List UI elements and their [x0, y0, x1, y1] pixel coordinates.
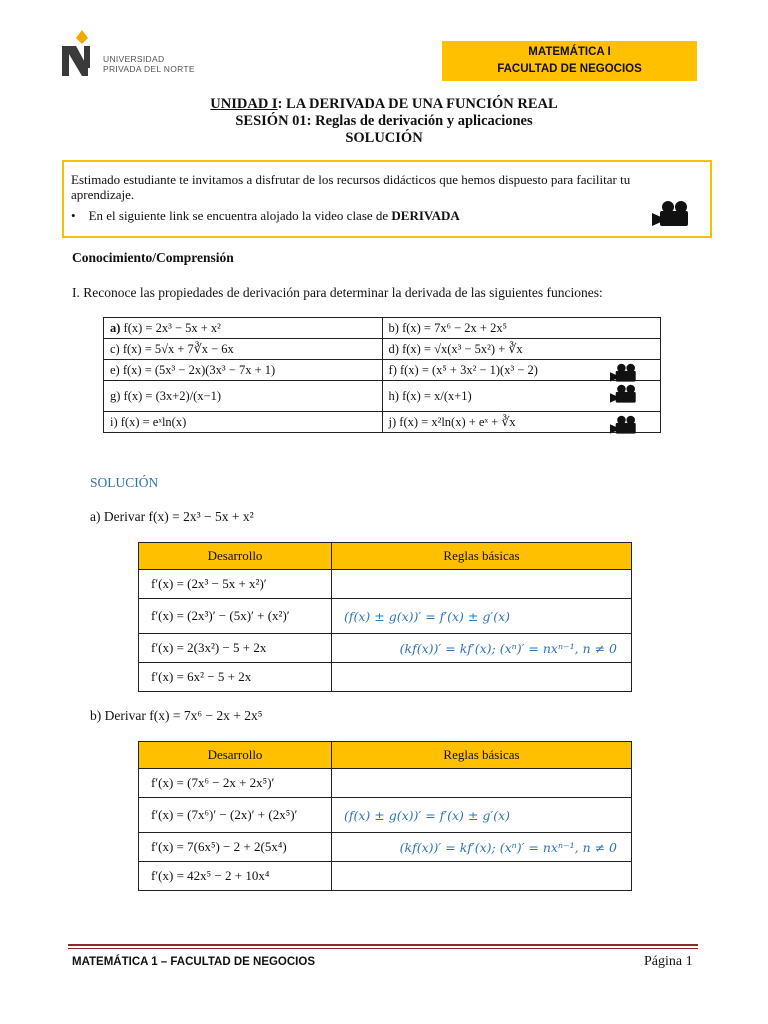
exercise-cell-c: c) f(x) = 5√x + 7∛x − 6x [104, 339, 383, 360]
table-row [104, 360, 661, 381]
part-a-label: a) Derivar f(x) = 2x³ − 5x + x² [90, 509, 254, 524]
table-row [139, 769, 632, 798]
table-row [104, 318, 661, 339]
exercise-table [103, 317, 661, 433]
video-link-bullet[interactable]: • En el siguiente link se encuentra alojado la video clase de DERIVADA [71, 208, 460, 223]
rule-cell: (f(x) ± g(x))′ = f′(x) ± g′(x) [332, 599, 632, 634]
table-header-row [139, 543, 632, 570]
rule-cell: (f(x) ± g(x))′ = f′(x) ± g′(x) [332, 798, 632, 833]
logo-line-2: PRIVADA DEL NORTE [103, 64, 195, 74]
rule-cell: (kf(x))′ = kf′(x); (xⁿ)′ = nxⁿ⁻¹, n ≠ 0 [332, 833, 632, 862]
unit-title [0, 96, 768, 113]
intro-text: Estimado estudiante te invitamos a disfrutar de los recursos didácticos que hemos dispuesto para facilitar tu aprendizaje. [71, 172, 631, 202]
section-heading: Conocimiento/Comprensión [72, 250, 234, 265]
solution-heading: SOLUCIÓN [90, 475, 159, 490]
unit-title-rest: : LA DERIVADA DE UNA FUNCIÓN REAL [277, 96, 558, 112]
table-row [139, 570, 632, 599]
rule-cell [332, 663, 632, 692]
footer-divider [68, 944, 698, 946]
university-logo-icon [62, 30, 98, 76]
exercise-cell-d: d) f(x) = √x(x³ − 5x²) + ∛x [382, 339, 660, 360]
rule-cell [332, 862, 632, 891]
course-header-box [442, 41, 697, 81]
column-header-development: Desarrollo [139, 543, 332, 570]
video-camera-icon[interactable] [610, 384, 640, 404]
question-text: I. Reconoce las propiedades de derivación para determinar la derivada de las siguientes funciones: [72, 285, 603, 300]
part-a-table [138, 542, 632, 692]
table-row [104, 339, 661, 360]
development-cell: f′(x) = 2(3x²) − 5 + 2x [139, 634, 332, 663]
exercise-cell-j: j) f(x) = x²ln(x) + eˣ + ∛x [382, 412, 660, 433]
exercise-cell-g: g) f(x) = (3x+2)/(x−1) [104, 381, 383, 412]
exercise-cell-i: i) f(x) = eˣln(x) [104, 412, 383, 433]
logo-line-1: UNIVERSIDAD [103, 54, 165, 64]
table-row [104, 381, 661, 412]
rule-cell: (kf(x))′ = kf′(x); (xⁿ)′ = nxⁿ⁻¹, n ≠ 0 [332, 634, 632, 663]
rule-cell [332, 570, 632, 599]
session-title: SESIÓN 01: Reglas de derivación y aplicaciones [235, 113, 533, 129]
development-cell: f′(x) = (7x⁶ − 2x + 2x⁵)′ [139, 769, 332, 798]
development-cell: f′(x) = 42x⁵ − 2 + 10x⁴ [139, 862, 332, 891]
table-row [139, 833, 632, 862]
footer-course: MATEMÁTICA 1 – FACULTAD DE NEGOCIOS [72, 956, 315, 968]
development-cell: f′(x) = 6x² − 5 + 2x [139, 663, 332, 692]
exercise-cell-a: a) f(x) = 2x³ − 5x + x² [104, 318, 383, 339]
table-row [139, 862, 632, 891]
table-header-row [139, 742, 632, 769]
exercise-cell-h: h) f(x) = x/(x+1) [382, 381, 660, 412]
table-row [139, 663, 632, 692]
part-b-table [138, 741, 632, 891]
exercise-cell-e: e) f(x) = (5x³ − 2x)(3x³ − 7x + 1) [104, 360, 383, 381]
column-header-rules: Reglas básicas [332, 742, 632, 769]
page-number: Página 1 [644, 954, 693, 969]
video-link-topic: DERIVADA [391, 208, 460, 223]
column-header-development: Desarrollo [139, 742, 332, 769]
footer-divider-thin [68, 948, 698, 949]
solution-title: SOLUCIÓN [345, 130, 423, 146]
course-title: MATEMÁTICA I [528, 46, 611, 58]
video-camera-icon[interactable] [610, 415, 640, 435]
development-cell: f′(x) = (2x³ − 5x + x²)′ [139, 570, 332, 599]
video-link-text: En el siguiente link se encuentra alojado la video clase de [88, 208, 392, 223]
table-row [139, 798, 632, 833]
document-titles [0, 96, 768, 147]
table-row [104, 412, 661, 433]
development-cell: f′(x) = (2x³)′ − (5x)′ + (x²)′ [139, 599, 332, 634]
video-camera-icon[interactable] [652, 200, 694, 228]
university-logo-text [103, 54, 195, 74]
column-header-rules: Reglas básicas [332, 543, 632, 570]
exercise-cell-b: b) f(x) = 7x⁶ − 2x + 2x⁵ [382, 318, 660, 339]
development-cell: f′(x) = (7x⁶)′ − (2x)′ + (2x⁵)′ [139, 798, 332, 833]
exercise-cell-f: f) f(x) = (x⁵ + 3x² − 1)(x³ − 2) [382, 360, 660, 381]
rule-cell [332, 769, 632, 798]
development-cell: f′(x) = 7(6x⁵) − 2 + 2(5x⁴) [139, 833, 332, 862]
unit-label: UNIDAD I [210, 96, 278, 112]
faculty-title: FACULTAD DE NEGOCIOS [497, 63, 642, 75]
part-b-label: b) Derivar f(x) = 7x⁶ − 2x + 2x⁵ [90, 708, 263, 723]
table-row [139, 599, 632, 634]
table-row [139, 634, 632, 663]
